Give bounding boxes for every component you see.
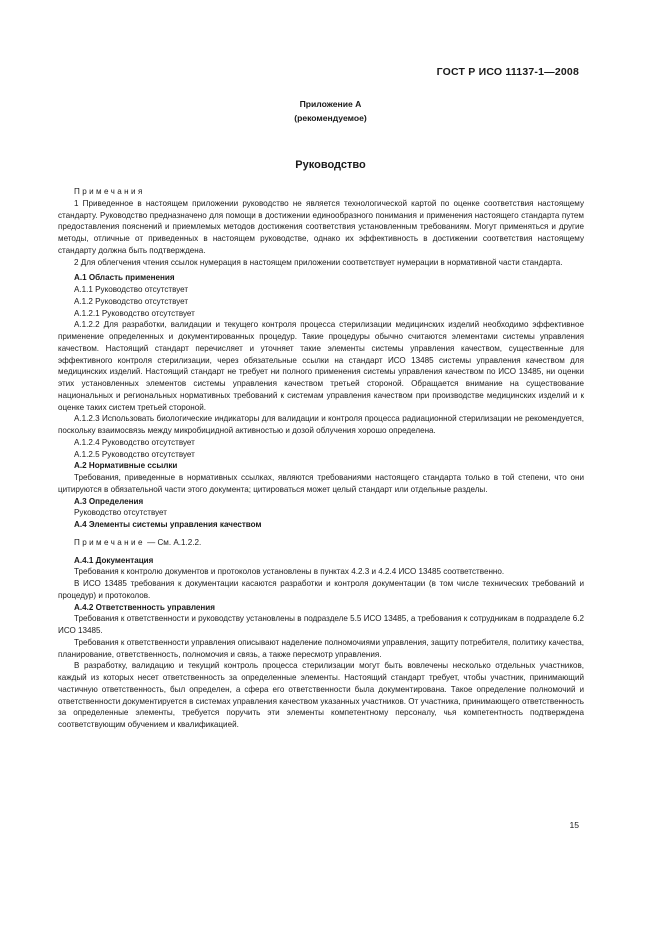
clause-a4-1-para-1: Требования к контролю документов и протоколов установлены в пунктах 4.2.3 и 4.2.4 ИСО 13485 соответственно. [74, 567, 505, 577]
clause-a1-2-2: А.1.2.2 Для разработки, валидации и текущего контроля процесса стерилизации медицинских изделий необходимо эффективное применение определенных и документированных процедур. Такие процедуры обычно считаются элементами системы управления качеством. Настоящий стандарт перечисляет и уточняет такие элементы системы управления качеством, существенные для эффективного контроля стерилизации, через обязательные ссылки на стандарт ИСО 13485 системы управления качеством для медицинских изделий. Настоящий стандарт не требует ни полного применения системы управления качеством по ИСО 13485, ни оценки этих установленных элементов системы управления качеством третьей стороной. Обращается внимание на существование национальных и региональных нормативных требований к системам управления качеством при производстве медицинских изделий и к оценке таких систем третьей стороной. [58, 320, 584, 412]
section-heading-a1: А.1 Область применения [74, 273, 175, 283]
notes-label: Примечания [74, 187, 145, 196]
note-1: 1 Приведенное в настоящем приложении руководство не является технологической картой по оценке соответствия настоящему стандарту. Руководство предназначено для помощи в достижении единообразного понимания и применения настоящего стандарта путем предоставления пояснений и приемлемых методов достижения соответствия установленным требованиям. Могут применяться и другие методы, отличные от приведенных в настоящем руководстве, однако их эффективность в достижении соответствия настоящему стандарту должна быть подтверждена. [58, 198, 584, 255]
clause-a1-2-4: А.1.2.4 Руководство отсутствует [74, 437, 195, 447]
clause-a1-2-5: А.1.2.5 Руководство отсутствует [74, 449, 195, 459]
clause-a1-2-3: А.1.2.3 Использовать биологические индикаторы для валидации и контроля процесса радиационной стерилизации не рекомендуется, поскольку взаимосвязь между микробицидной активностью и дозой облучения хорошо определена. [58, 414, 584, 435]
note-a4 [58, 537, 584, 549]
page-number: 15 [569, 820, 579, 830]
note-ref: — См. А.1.2.2. [144, 537, 202, 547]
note-label: Примечание [74, 537, 145, 547]
clause-a1-2-1: А.1.2.1 Руководство отсутствует [74, 308, 195, 318]
clause-a2-text: Требования, приведенные в нормативных ссылках, являются требованиями настоящего стандарта только в той степени, что они цитируются в обязательной части этого документа; цитироваться может целый стандарт или отдельные разделы. [58, 473, 584, 494]
clause-a1-1: А.1.1 Руководство отсутствует [74, 285, 189, 294]
section-heading-a3: А.3 Определения [74, 496, 144, 506]
clause-a1-2: А.1.2 Руководство отсутствует [74, 296, 189, 306]
annex-heading [0, 97, 661, 125]
clause-a4-2-para-1: Требования к ответственности и руководству установлены в подразделе 5.5 ИСО 13485, а требования к сотрудникам в подразделе 6.2 ИСО 13485. [58, 614, 584, 635]
clause-a4-2-para-2: Требования к ответственности управления описывают наделение полномочиями управления, защиту потребителя, политику качества, планирование, ответственность, полномочия и связь, а также пересмотр управления. [58, 637, 584, 659]
document-body [58, 186, 584, 731]
clause-a4-1-para-2: В ИСО 13485 требования к документации касаются разработки и контроля документации (в том числе технических требований и процедур) и протоколов. [58, 579, 584, 600]
note-2: 2 Для облегчения чтения ссылок нумерация в настоящем приложении соответствует нумерации в нормативной части стандарта. [74, 257, 563, 267]
section-heading-a4-1: А.4.1 Документация [74, 555, 154, 565]
annex-title: Приложение А [299, 99, 362, 109]
section-heading-a2: А.2 Нормативные ссылки [74, 461, 178, 471]
standard-header: ГОСТ Р ИСО 11137-1—2008 [436, 66, 579, 78]
clause-a4-2-para-3: В разработку, валидацию и текущий контроль процесса стерилизации могут быть вовлечены несколько отдельных участников, каждый из которых несет ответственность за определенные элементы. Настоящий стандарт требует, чтобы участник, принимающий частичную ответственность, был определен, а сфера его ответственности была документирована. Такое определение полномочий и ответственности документируется в системах управления качеством указанных участников. От участника, принимающего ответственность за определенные элементы, требуется поручить эти элементы компетентному персоналу, чья компетентность подтверждена соответствующим обучением и квалификацией. [58, 661, 584, 729]
main-title: Руководство [295, 159, 366, 171]
section-heading-a4-2: А.4.2 Ответственность управления [74, 602, 215, 612]
clause-a3-text: Руководство отсутствует [74, 508, 167, 518]
annex-status: (рекомендуемое) [294, 113, 367, 123]
section-heading-a4: А.4 Элементы системы управления качеством [74, 520, 262, 529]
